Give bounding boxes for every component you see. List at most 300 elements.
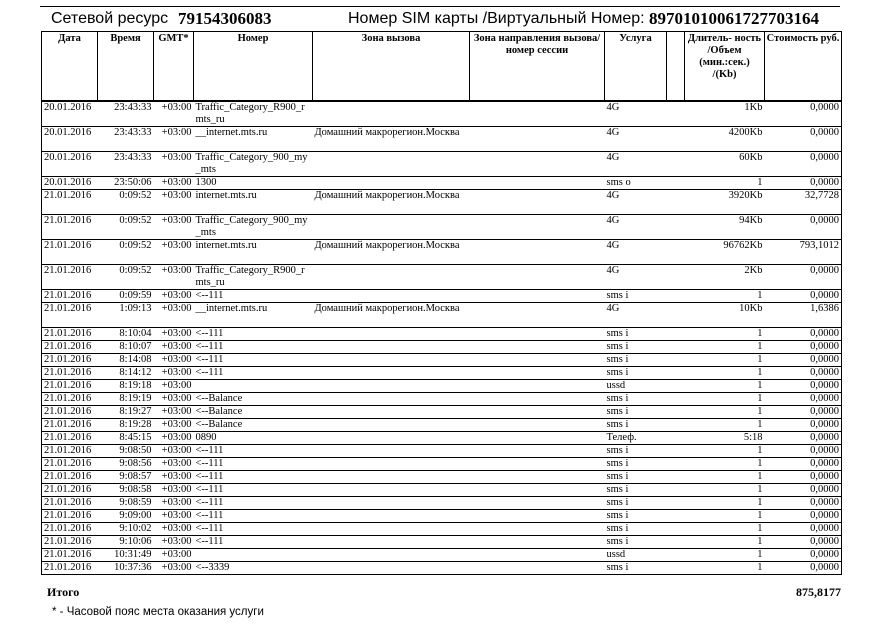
time-cell: 0:09:52	[98, 190, 154, 215]
service-cell: ussd	[605, 380, 667, 393]
direction-cell	[470, 536, 605, 549]
zone-cell	[313, 419, 470, 432]
duration-cell: 1	[685, 497, 765, 510]
zone-cell	[313, 445, 470, 458]
cost-cell: 0,0000	[765, 380, 842, 393]
time-cell: 8:19:27	[98, 406, 154, 419]
extra-cell	[667, 536, 685, 549]
direction-cell	[470, 510, 605, 523]
extra-cell	[667, 419, 685, 432]
duration-cell: 1	[685, 367, 765, 380]
cost-cell: 0,0000	[765, 562, 842, 575]
date-cell: 21.01.2016	[42, 458, 98, 471]
table-row	[42, 562, 842, 575]
date-cell: 21.01.2016	[42, 562, 98, 575]
date-cell: 21.01.2016	[42, 215, 98, 240]
number-cell: <--111	[194, 367, 313, 380]
calls-table	[41, 31, 842, 575]
duration-cell: 1	[685, 510, 765, 523]
number-cell: <--111	[194, 290, 313, 303]
duration-cell: 4200Kb	[685, 127, 765, 152]
duration-cell: 60Kb	[685, 152, 765, 177]
extra-cell	[667, 445, 685, 458]
number-cell: Traffic_Category_900_my_mts	[194, 215, 313, 240]
duration-cell: 1	[685, 536, 765, 549]
cost-cell: 0,0000	[765, 393, 842, 406]
direction-cell	[470, 328, 605, 341]
statement-header	[0, 9, 870, 31]
table-row	[42, 380, 842, 393]
direction-cell	[470, 549, 605, 562]
service-cell: 4G	[605, 303, 667, 328]
resource-number: 79154306083	[178, 9, 272, 28]
table-row	[42, 152, 842, 177]
gmt-cell: +03:00	[154, 471, 194, 484]
extra-cell	[667, 152, 685, 177]
cost-cell: 0,0000	[765, 290, 842, 303]
duration-cell: 2Kb	[685, 265, 765, 290]
gmt-cell: +03:00	[154, 328, 194, 341]
extra-cell	[667, 265, 685, 290]
cost-cell: 0,0000	[765, 432, 842, 445]
duration-cell: 96762Kb	[685, 240, 765, 265]
gmt-cell: +03:00	[154, 354, 194, 367]
cost-cell: 0,0000	[765, 549, 842, 562]
duration-cell: 1	[685, 549, 765, 562]
service-cell: sms i	[605, 458, 667, 471]
service-cell: sms i	[605, 406, 667, 419]
zone-cell	[313, 549, 470, 562]
table-row	[42, 497, 842, 510]
cost-cell: 0,0000	[765, 471, 842, 484]
cost-cell: 0,0000	[765, 341, 842, 354]
extra-cell	[667, 458, 685, 471]
gmt-cell: +03:00	[154, 419, 194, 432]
service-cell: 4G	[605, 215, 667, 240]
date-cell: 21.01.2016	[42, 510, 98, 523]
table-row	[42, 215, 842, 240]
extra-cell	[667, 523, 685, 536]
total-label: Итого	[47, 585, 80, 599]
service-cell: sms i	[605, 471, 667, 484]
cost-cell: 793,1012	[765, 240, 842, 265]
service-cell: sms i	[605, 354, 667, 367]
date-cell: 21.01.2016	[42, 265, 98, 290]
table-row	[42, 393, 842, 406]
cost-cell: 0,0000	[765, 484, 842, 497]
table-row	[42, 240, 842, 265]
zone-cell	[313, 484, 470, 497]
time-cell: 23:43:33	[98, 101, 154, 127]
footnote: * - Часовой пояс места оказания услуги	[52, 606, 264, 618]
time-cell: 8:10:04	[98, 328, 154, 341]
table-row	[42, 445, 842, 458]
number-cell: <--111	[194, 484, 313, 497]
time-cell: 9:10:06	[98, 536, 154, 549]
extra-cell	[667, 341, 685, 354]
gmt-cell: +03:00	[154, 265, 194, 290]
col-number-header: Номер	[194, 32, 313, 102]
total-value: 875,8177	[796, 585, 841, 599]
time-cell: 23:50:06	[98, 177, 154, 190]
date-cell: 21.01.2016	[42, 341, 98, 354]
service-cell: sms i	[605, 536, 667, 549]
zone-cell	[313, 341, 470, 354]
date-cell: 21.01.2016	[42, 523, 98, 536]
gmt-cell: +03:00	[154, 215, 194, 240]
extra-cell	[667, 101, 685, 127]
cost-cell: 0,0000	[765, 510, 842, 523]
zone-cell	[313, 393, 470, 406]
time-cell: 0:09:52	[98, 265, 154, 290]
cost-cell: 0,0000	[765, 536, 842, 549]
time-cell: 9:08:56	[98, 458, 154, 471]
number-cell: Traffic_Category_R900_rmts_ru	[194, 101, 313, 127]
table-row	[42, 265, 842, 290]
date-cell: 21.01.2016	[42, 549, 98, 562]
service-cell: 4G	[605, 265, 667, 290]
zone-cell	[313, 536, 470, 549]
date-cell: 21.01.2016	[42, 393, 98, 406]
service-cell: sms i	[605, 523, 667, 536]
number-cell: <--111	[194, 497, 313, 510]
time-cell: 1:09:13	[98, 303, 154, 328]
number-cell: <--111	[194, 536, 313, 549]
sim-label: Номер SIM карты /Виртуальный Номер:	[348, 10, 645, 27]
zone-cell	[313, 562, 470, 575]
duration-cell: 1	[685, 393, 765, 406]
gmt-cell: +03:00	[154, 190, 194, 215]
direction-cell	[470, 484, 605, 497]
service-cell: ussd	[605, 549, 667, 562]
date-cell: 21.01.2016	[42, 471, 98, 484]
cost-cell: 32,7728	[765, 190, 842, 215]
duration-cell: 1	[685, 471, 765, 484]
extra-cell	[667, 215, 685, 240]
service-cell: Телеф.	[605, 432, 667, 445]
date-cell: 21.01.2016	[42, 328, 98, 341]
cost-cell: 0,0000	[765, 458, 842, 471]
direction-cell	[470, 303, 605, 328]
service-cell: 4G	[605, 101, 667, 127]
gmt-cell: +03:00	[154, 549, 194, 562]
service-cell: 4G	[605, 152, 667, 177]
direction-cell	[470, 393, 605, 406]
table-row	[42, 190, 842, 215]
table-row	[42, 536, 842, 549]
service-cell: sms i	[605, 341, 667, 354]
service-cell: 4G	[605, 240, 667, 265]
direction-cell	[470, 190, 605, 215]
cost-cell: 0,0000	[765, 152, 842, 177]
gmt-cell: +03:00	[154, 510, 194, 523]
date-cell: 21.01.2016	[42, 536, 98, 549]
gmt-cell: +03:00	[154, 536, 194, 549]
extra-cell	[667, 380, 685, 393]
col-time-header: Время	[98, 32, 154, 102]
direction-cell	[470, 445, 605, 458]
zone-cell	[313, 471, 470, 484]
zone-cell	[313, 367, 470, 380]
cost-cell: 0,0000	[765, 367, 842, 380]
date-cell: 21.01.2016	[42, 484, 98, 497]
direction-cell	[470, 240, 605, 265]
gmt-cell: +03:00	[154, 380, 194, 393]
time-cell: 8:19:28	[98, 419, 154, 432]
zone-cell: Домашний макрорегион.Москва	[313, 240, 470, 265]
time-cell: 8:45:15	[98, 432, 154, 445]
number-cell: <--111	[194, 510, 313, 523]
sim-number: 89701010061727703164	[649, 9, 819, 28]
zone-cell	[313, 497, 470, 510]
gmt-cell: +03:00	[154, 101, 194, 127]
table-row	[42, 177, 842, 190]
direction-cell	[470, 406, 605, 419]
cost-cell: 0,0000	[765, 406, 842, 419]
table-row	[42, 341, 842, 354]
number-cell: 1300	[194, 177, 313, 190]
extra-cell	[667, 290, 685, 303]
extra-cell	[667, 127, 685, 152]
date-cell: 21.01.2016	[42, 497, 98, 510]
table-row	[42, 458, 842, 471]
gmt-cell: +03:00	[154, 458, 194, 471]
extra-cell	[667, 393, 685, 406]
table-row	[42, 328, 842, 341]
time-cell: 0:09:52	[98, 215, 154, 240]
time-cell: 0:09:59	[98, 290, 154, 303]
date-cell: 21.01.2016	[42, 303, 98, 328]
number-cell: <--111	[194, 471, 313, 484]
gmt-cell: +03:00	[154, 303, 194, 328]
time-cell: 9:08:59	[98, 497, 154, 510]
number-cell: __internet.mts.ru	[194, 303, 313, 328]
zone-cell: Домашний макрорегион.Москва	[313, 190, 470, 215]
duration-cell: 3920Kb	[685, 190, 765, 215]
direction-cell	[470, 215, 605, 240]
extra-cell	[667, 549, 685, 562]
date-cell: 21.01.2016	[42, 432, 98, 445]
duration-cell: 1	[685, 290, 765, 303]
table-row	[42, 290, 842, 303]
col-zone-header: Зона вызова	[313, 32, 470, 102]
cost-cell: 0,0000	[765, 497, 842, 510]
number-cell: internet.mts.ru	[194, 240, 313, 265]
direction-cell	[470, 290, 605, 303]
zone-cell	[313, 380, 470, 393]
duration-cell: 1	[685, 458, 765, 471]
table-body	[42, 101, 842, 575]
extra-cell	[667, 190, 685, 215]
table-row	[42, 484, 842, 497]
date-cell: 21.01.2016	[42, 354, 98, 367]
zone-cell	[313, 432, 470, 445]
gmt-cell: +03:00	[154, 432, 194, 445]
gmt-cell: +03:00	[154, 523, 194, 536]
extra-cell	[667, 432, 685, 445]
col-extra-header	[667, 32, 685, 102]
table-row	[42, 406, 842, 419]
time-cell: 8:19:19	[98, 393, 154, 406]
zone-cell: Домашний макрорегион.Москва	[313, 127, 470, 152]
extra-cell	[667, 354, 685, 367]
gmt-cell: +03:00	[154, 406, 194, 419]
direction-cell	[470, 341, 605, 354]
cost-cell: 1,6386	[765, 303, 842, 328]
cost-cell: 0,0000	[765, 265, 842, 290]
extra-cell	[667, 510, 685, 523]
number-cell: <--111	[194, 341, 313, 354]
table-row	[42, 303, 842, 328]
date-cell: 21.01.2016	[42, 445, 98, 458]
duration-cell: 1	[685, 341, 765, 354]
zone-cell	[313, 215, 470, 240]
duration-cell: 1Kb	[685, 101, 765, 127]
extra-cell	[667, 328, 685, 341]
date-cell: 20.01.2016	[42, 152, 98, 177]
zone-cell: Домашний макрорегион.Москва	[313, 303, 470, 328]
service-cell: 4G	[605, 127, 667, 152]
date-cell: 21.01.2016	[42, 240, 98, 265]
col-duration-header: Длитель- ность /Объем (мин.:сек.) /(Kb)	[685, 32, 765, 102]
cost-cell: 0,0000	[765, 354, 842, 367]
date-cell: 21.01.2016	[42, 367, 98, 380]
number-cell: Traffic_Category_900_my_mts	[194, 152, 313, 177]
duration-cell: 5:18	[685, 432, 765, 445]
time-cell: 8:10:07	[98, 341, 154, 354]
direction-cell	[470, 101, 605, 127]
table-row	[42, 523, 842, 536]
top-rule	[40, 6, 840, 7]
extra-cell	[667, 484, 685, 497]
service-cell: sms i	[605, 562, 667, 575]
duration-cell: 1	[685, 328, 765, 341]
zone-cell	[313, 406, 470, 419]
time-cell: 23:43:33	[98, 127, 154, 152]
direction-cell	[470, 265, 605, 290]
direction-cell	[470, 432, 605, 445]
duration-cell: 1	[685, 354, 765, 367]
table-row	[42, 549, 842, 562]
table-row	[42, 510, 842, 523]
time-cell: 9:09:00	[98, 510, 154, 523]
number-cell: Traffic_Category_R900_rmts_ru	[194, 265, 313, 290]
service-cell: sms i	[605, 328, 667, 341]
table-header-row	[42, 32, 842, 102]
gmt-cell: +03:00	[154, 497, 194, 510]
extra-cell	[667, 406, 685, 419]
gmt-cell: +03:00	[154, 152, 194, 177]
cost-cell: 0,0000	[765, 177, 842, 190]
cost-cell: 0,0000	[765, 215, 842, 240]
service-cell: sms i	[605, 419, 667, 432]
duration-cell: 1	[685, 177, 765, 190]
date-cell: 20.01.2016	[42, 101, 98, 127]
time-cell: 9:10:02	[98, 523, 154, 536]
duration-cell: 10Kb	[685, 303, 765, 328]
resource-label: Сетевой ресурс	[51, 10, 169, 27]
extra-cell	[667, 240, 685, 265]
date-cell: 21.01.2016	[42, 419, 98, 432]
number-cell: 0890	[194, 432, 313, 445]
table-row	[42, 101, 842, 127]
number-cell: <--Balance	[194, 406, 313, 419]
cost-cell: 0,0000	[765, 445, 842, 458]
col-cost-header: Стоимость руб.	[765, 32, 842, 102]
duration-cell: 1	[685, 406, 765, 419]
service-cell: 4G	[605, 190, 667, 215]
gmt-cell: +03:00	[154, 341, 194, 354]
time-cell: 0:09:52	[98, 240, 154, 265]
cost-cell: 0,0000	[765, 328, 842, 341]
service-cell: sms o	[605, 177, 667, 190]
cost-cell: 0,0000	[765, 523, 842, 536]
table-row	[42, 471, 842, 484]
service-cell: sms i	[605, 393, 667, 406]
table-row	[42, 419, 842, 432]
zone-cell	[313, 101, 470, 127]
duration-cell: 1	[685, 562, 765, 575]
direction-cell	[470, 458, 605, 471]
duration-cell: 1	[685, 523, 765, 536]
zone-cell	[313, 354, 470, 367]
zone-cell	[313, 265, 470, 290]
direction-cell	[470, 562, 605, 575]
direction-cell	[470, 354, 605, 367]
duration-cell: 1	[685, 380, 765, 393]
col-date-header: Дата	[42, 32, 98, 102]
date-cell: 21.01.2016	[42, 290, 98, 303]
date-cell: 20.01.2016	[42, 127, 98, 152]
time-cell: 9:08:57	[98, 471, 154, 484]
zone-cell	[313, 510, 470, 523]
zone-cell	[313, 152, 470, 177]
service-cell: sms i	[605, 497, 667, 510]
table-row	[42, 432, 842, 445]
number-cell: __internet.mts.ru	[194, 127, 313, 152]
time-cell: 10:31:49	[98, 549, 154, 562]
time-cell: 8:14:12	[98, 367, 154, 380]
direction-cell	[470, 367, 605, 380]
gmt-cell: +03:00	[154, 290, 194, 303]
number-cell: <--111	[194, 354, 313, 367]
time-cell: 23:43:33	[98, 152, 154, 177]
zone-cell	[313, 290, 470, 303]
number-cell: <--111	[194, 445, 313, 458]
col-gmt-header: GMT*	[154, 32, 194, 102]
number-cell: <--Balance	[194, 419, 313, 432]
extra-cell	[667, 562, 685, 575]
table-row	[42, 367, 842, 380]
gmt-cell: +03:00	[154, 127, 194, 152]
number-cell	[194, 549, 313, 562]
extra-cell	[667, 177, 685, 190]
direction-cell	[470, 497, 605, 510]
duration-cell: 1	[685, 445, 765, 458]
zone-cell	[313, 328, 470, 341]
duration-cell: 94Kb	[685, 215, 765, 240]
direction-cell	[470, 419, 605, 432]
service-cell: sms i	[605, 290, 667, 303]
duration-cell: 1	[685, 419, 765, 432]
duration-cell: 1	[685, 484, 765, 497]
time-cell: 9:08:50	[98, 445, 154, 458]
zone-cell	[313, 458, 470, 471]
extra-cell	[667, 303, 685, 328]
number-cell	[194, 380, 313, 393]
gmt-cell: +03:00	[154, 484, 194, 497]
date-cell: 21.01.2016	[42, 406, 98, 419]
